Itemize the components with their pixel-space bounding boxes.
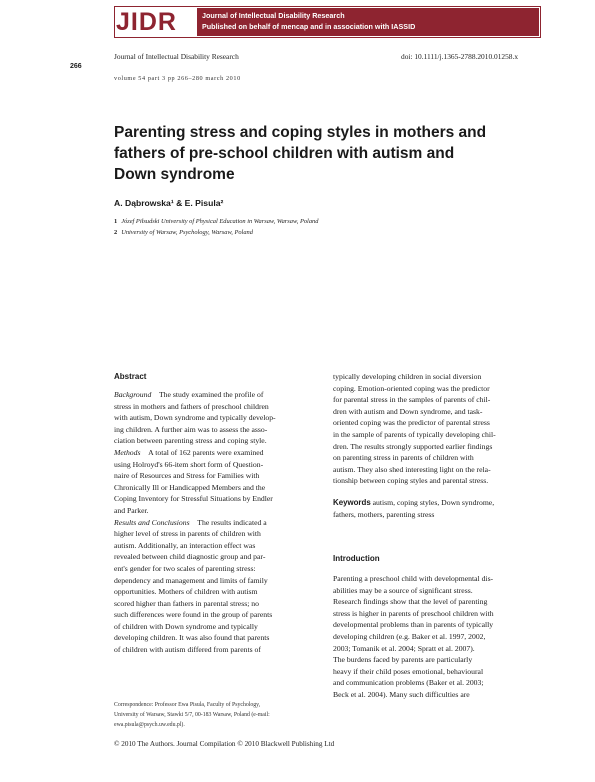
abstract-line — [114, 482, 319, 494]
abstract-text: Chronically Ill or Handicapped Members and the — [114, 482, 266, 492]
abstract-heading: Abstract — [114, 372, 147, 381]
abstract-text: higher level of stress in parents of children with — [114, 529, 261, 539]
copyright-line: © 2010 The Authors. Journal Compilation © 2010 Blackwell Publishing Ltd — [114, 740, 335, 748]
authors: A. Dąbrowska¹ & E. Pisula² — [114, 198, 224, 208]
abstract-line: in the sample of parents of typically developing chil- — [333, 429, 496, 439]
abstract-text: stress in mothers and fathers of preschool children — [114, 401, 269, 411]
introduction-line: abilities may be a source of significant stress. — [333, 585, 473, 595]
abstract-line — [114, 609, 319, 621]
abstract-line — [114, 551, 319, 563]
introduction-body — [333, 573, 543, 701]
abstract-text: such differences were found in the group of parents — [114, 610, 273, 620]
abstract-line — [114, 412, 319, 424]
abstract-text: of children with autism differed from parents of — [114, 645, 261, 655]
title-line: fathers of pre-school children with autism and — [114, 145, 455, 162]
abstract-line — [114, 470, 319, 482]
journal-banner — [197, 8, 539, 36]
abstract-text: ing children. A further aim was to assess the asso- — [114, 424, 268, 434]
abstract-line — [114, 493, 319, 505]
introduction-line: Parenting a preschool child with developmental dis- — [333, 574, 494, 583]
abstract-line: oriented coping was the predictor of parental stress — [333, 418, 490, 428]
page-number: 266 — [70, 63, 82, 70]
introduction-line: developmental problems than in parents of typically — [333, 620, 494, 630]
abstract-line — [114, 575, 319, 587]
abstract-text: autism. Additionally, an interaction effect was — [114, 540, 256, 550]
abstract-text: The results indicated a — [197, 517, 267, 527]
introduction-heading: Introduction — [333, 554, 380, 563]
abstract-line — [114, 632, 319, 644]
abstract-text: ent's gender for two scales of parenting stress: — [114, 563, 256, 573]
abstract-line — [114, 505, 319, 517]
introduction-line: developing children (e.g. Baker et al. 1997, 2002, — [333, 631, 486, 641]
abstract-section-label: Background — [114, 390, 152, 399]
affiliation-1 — [114, 218, 318, 225]
abstract-line — [114, 517, 319, 529]
introduction-line: stress is higher in parents of preschool children with — [333, 608, 494, 618]
published-line: Published on behalf of mencap and in association with IASSID — [202, 22, 416, 31]
abstract-line — [114, 528, 319, 540]
abstract-line — [114, 586, 319, 598]
abstract-line: on parenting stress in parents of children with — [333, 453, 474, 463]
introduction-line: Research findings show that the level of parenting — [333, 597, 488, 607]
introduction-line: and communication problems (Baker et al. 2003; — [333, 678, 484, 688]
running-title: Journal of Intellectual Disability Research — [114, 52, 239, 61]
affiliation-text: University of Warsaw, Psychology, Warsaw, Poland — [121, 229, 253, 236]
abstract-right-column — [333, 371, 543, 487]
abstract-text: developing children. It was also found that parents — [114, 633, 270, 643]
abstract-text: using Holroyd's 66-item short form of Question- — [114, 459, 264, 469]
abstract-left-column — [114, 389, 319, 656]
abstract-text: revealed between child diagnostic group and par- — [114, 552, 266, 562]
keywords-line — [333, 497, 543, 509]
abstract-text: with autism, Down syndrome and typically develop- — [114, 413, 276, 423]
abstract-line — [114, 447, 319, 459]
journal-logo: JIDR — [116, 8, 177, 36]
abstract-section-label: Methods — [114, 447, 141, 457]
introduction-line: 2003; Tomanik et al. 2004; Spratt et al. 2007). — [333, 643, 475, 653]
abstract-line: dren. The results strongly supported earlier findings — [333, 441, 493, 451]
correspondence-line: University of Warsaw, Stawki 5/7, 00-183 Warsaw, Poland (e-mail: — [114, 712, 270, 718]
keywords-block — [333, 497, 543, 520]
journal-name: Journal of Intellectual Disability Research — [202, 11, 345, 20]
correspondence-note — [114, 700, 270, 730]
abstract-line — [114, 401, 319, 413]
affiliation-text: Józef Piłsudski University of Physical Education in Warsaw, Warsaw, Poland — [121, 218, 319, 225]
abstract-text: of children with Down syndrome and typically — [114, 621, 258, 631]
abstract-text: ciation between parenting stress and coping style. — [114, 436, 267, 446]
abstract-line: autism. They also shed interesting light on the rela- — [333, 464, 491, 474]
abstract-line — [114, 435, 319, 447]
affiliation-number: 2 — [114, 229, 118, 236]
introduction-line: Beck et al. 2004). Many such difficulties are — [333, 689, 470, 699]
abstract-text: opportunities. Mothers of children with autism — [114, 587, 258, 597]
correspondence-line: Correspondence: Professor Ewa Pisula, Faculty of Psychology, — [114, 702, 261, 708]
abstract-line: coping. Emotion-oriented coping was the predictor — [333, 383, 490, 393]
abstract-line: tionship between coping styles and parental stress. — [333, 476, 489, 486]
affiliation-number: 1 — [114, 218, 118, 225]
abstract-line — [114, 621, 319, 633]
abstract-section-label: Results and Conclusions — [114, 517, 190, 527]
abstract-line — [114, 540, 319, 552]
abstract-line — [114, 598, 319, 610]
abstract-line: typically developing children in social diversion — [333, 372, 482, 381]
abstract-line: dren with autism and Down syndrome, and task- — [333, 406, 483, 416]
article-title — [114, 122, 514, 185]
abstract-line: for parental stress in the samples of parents of chil- — [333, 395, 491, 405]
abstract-text: and Parker. — [114, 505, 149, 515]
keywords-label: Keywords — [333, 498, 371, 507]
abstract-line — [114, 389, 319, 401]
doi[interactable]: doi: 10.1111/j.1365-2788.2010.01258.x — [401, 52, 519, 61]
title-line: Down syndrome — [114, 166, 235, 183]
abstract-line — [114, 644, 319, 656]
abstract-text: scored higher than fathers in parental stress; no — [114, 598, 259, 608]
keywords-line: fathers, mothers, parenting stress — [333, 509, 435, 519]
abstract-text: The study examined the profile of — [158, 390, 264, 399]
abstract-text: A total of 162 parents were examined — [148, 447, 264, 457]
abstract-line — [114, 563, 319, 575]
correspondence-line: ewa.pisula@psych.uw.edu.pl). — [114, 722, 185, 728]
abstract-text: Coping Inventory for Stressful Situations by Endler — [114, 494, 273, 504]
abstract-line — [114, 424, 319, 436]
introduction-line: heavy if their child poses emotional, behavioural — [333, 666, 484, 676]
introduction-line: The burdens faced by parents are particularly — [333, 655, 473, 665]
abstract-text: naire of Resources and Stress for Families with — [114, 471, 260, 481]
volume-line: volume 54 part 3 pp 266–280 march 2010 — [114, 75, 241, 82]
affiliation-2 — [114, 229, 253, 236]
abstract-line — [114, 459, 319, 471]
title-line: Parenting stress and coping styles in mothers and — [114, 124, 487, 141]
keywords-text: autism, coping styles, Down syndrome, — [372, 498, 495, 507]
abstract-text: dependency and management and limits of family — [114, 575, 268, 585]
